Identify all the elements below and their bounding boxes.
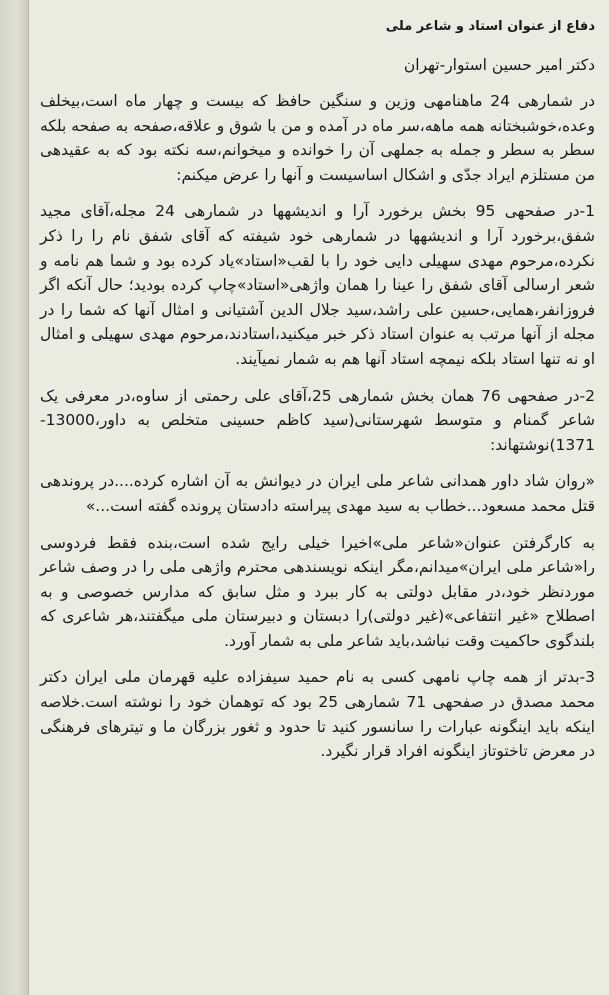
article-title: دفاع از عنوان استاد و شاعر ملی	[385, 19, 595, 34]
paragraph-quote: «روان شاد داور همدانی شاعر ملی ایران در دیوانش به آن اشاره کرده....در پروندهی قتل محمد مسعود...خطاب به سید مهدی پیراسته دادستان پرونده گفته است...»	[40, 472, 595, 515]
paragraph-national-poet: به کارگرفتن عنوان«شاعر ملی»اخیرا خیلی رایج شده است،بنده فقط فردوسی را«شاعر ملی ایران»میدانم،مگر اینکه نویسندهی محترم واژهی ملی را در وصف شاعر موردنظر خود،در مقابل دولتی به کار ببرد و مثل سابق که مدارس خصوصی و به اصطلاح «غیر انتفاعی»(غیر دولتی)را دبستان و دبیرستان ملی میگفتند،هر شاعری که بلندگوی حاکمیت وقت نباشد،باید شاعر ملی به شمار آورد.	[40, 533, 595, 650]
paragraph-point-3: 3-بدتر از همه چاپ نامهی کسی به نام حمید سیفزاده علیه قهرمان ملی ایران دکتر محمد مصدق در صفحهی 71 شمارهی 25 بود که توهمان خود را نوشته است.خلاصه اینکه باید اینگونه عبارات را سانسور کنید تا حدود و ثغور بزرگان ما و تیترهای فرهنگی در معرض تاختوتاز اینگونه افراد قرار نگیرد.	[40, 668, 595, 761]
paragraph-point-1: 1-در صفحهی 95 بخش برخورد آرا و اندیشهها در شمارهی 24 مجله،آقای مجید شفق،برخورد آرا و اندیشهها در شمارهی خود شیفته که آقای شفق نام را را ذکر نکرده،مرحوم مهدی سهیلی دایی خود را با لقب«استاد»یاد کرده بود و شما هم نامه و شعر ارسالی آقای شفق را عینا را همان واژهی«استاد»چاپ کرده بودید؛ حال آنکه اگر فروزانفر،همایی،حسین علی راشد،سید جلال الدین آشتیانی و امثال آنها که شما را در مجله از آنها مرتب به عنوان استاد ذکر خبر میکنید،استادند،مرحوم مهدی سهیلی و امثال او نه تنها استاد بلکه نیمچه استاد آنها هم به شمار نمیآیند.	[40, 202, 595, 368]
article-body	[40, 0, 595, 995]
paragraph-point-2: 2-در صفحهی 76 همان بخش شمارهی 25،آقای علی رحمتی از ساوه،در معرفی یک شاعر گمنام و متوسط شهرستانی(سید کاظم حسینی متخلص به داور،13000-1371)نوشتهاند:	[40, 386, 596, 454]
article-author: دکتر امیر حسین استوار-تهران	[403, 56, 595, 74]
paragraph-intro: در شمارهی 24 ماهنامهی وزین و سنگین حافظ که بیست و چهار ماه است،بیخلف وعده،خوشبختانه همه ماهه،سر ماه در آمده و من با شوق و علاقه،صفحه به صفحه بلکه سطر به سطر و جمله به جملهی آن را خوانده و میخوانم،سه نکته بود که به عقیدهی من مستلزم ایراد جدّی و اشکال اساسیست و آنها را عرض میکنم:	[40, 92, 596, 184]
left-margin-bar	[0, 0, 29, 995]
